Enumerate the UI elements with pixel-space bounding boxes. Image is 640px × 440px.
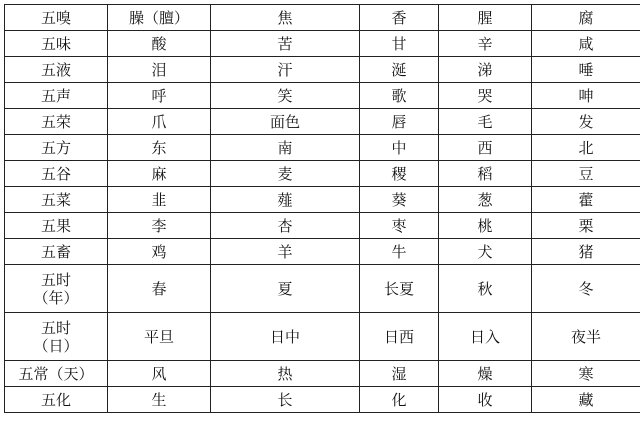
table-cell: 唾 (532, 57, 640, 83)
table-cell: 栗 (532, 213, 640, 239)
table-cell: 毛 (439, 109, 532, 135)
table-cell: 藏 (532, 387, 640, 413)
table-cell: 犬 (439, 239, 532, 265)
table-cell: 薤 (211, 187, 360, 213)
table-cell: 韭 (108, 187, 211, 213)
table-cell: 麻 (108, 161, 211, 187)
table-row (5, 135, 640, 161)
table-cell: 香 (360, 5, 439, 31)
table-cell: 猪 (532, 239, 640, 265)
table-cell: 辛 (439, 31, 532, 57)
table-row (5, 57, 640, 83)
table-cell: 汗 (211, 57, 360, 83)
table-cell: 长 (211, 387, 360, 413)
table-cell: 冬 (532, 265, 640, 313)
table-row (5, 187, 640, 213)
row-label: 五谷 (5, 161, 108, 187)
table-cell: 夏 (211, 265, 360, 313)
table-cell: 发 (532, 109, 640, 135)
table-cell: 收 (439, 387, 532, 413)
row-label: 五化 (5, 387, 108, 413)
table-row (5, 265, 640, 313)
row-label: 五常（天） (5, 361, 108, 387)
table-cell: 呻 (532, 83, 640, 109)
table-cell: 日中 (211, 313, 360, 361)
table-cell: 酸 (108, 31, 211, 57)
table-row (5, 109, 640, 135)
table-cell: 臊（膻） (108, 5, 211, 31)
table-cell: 平旦 (108, 313, 211, 361)
table-cell: 枣 (360, 213, 439, 239)
row-label: 五方 (5, 135, 108, 161)
table-cell: 泪 (108, 57, 211, 83)
table-cell: 寒 (532, 361, 640, 387)
row-label-line: 五时 (40, 318, 71, 337)
table-cell: 腥 (439, 5, 532, 31)
table-row (5, 83, 640, 109)
row-label: 五畜 (5, 239, 108, 265)
table-cell: 葱 (439, 187, 532, 213)
row-label-line: （日） (33, 336, 79, 355)
table-cell: 化 (360, 387, 439, 413)
table-cell: 日入 (439, 313, 532, 361)
table-cell: 热 (211, 361, 360, 387)
table-row (5, 239, 640, 265)
row-label: 五荣 (5, 109, 108, 135)
row-label: 五果 (5, 213, 108, 239)
table-row (5, 387, 640, 413)
table-cell: 笑 (211, 83, 360, 109)
table-row (5, 5, 640, 31)
table-cell: 哭 (439, 83, 532, 109)
table-cell: 涕 (439, 57, 532, 83)
table-cell: 牛 (360, 239, 439, 265)
table-cell: 湿 (360, 361, 439, 387)
row-label (5, 265, 108, 313)
table-cell: 李 (108, 213, 211, 239)
table-cell: 焦 (211, 5, 360, 31)
table-cell: 藿 (532, 187, 640, 213)
table-cell: 燥 (439, 361, 532, 387)
table-cell: 爪 (108, 109, 211, 135)
table-cell: 西 (439, 135, 532, 161)
table-cell: 春 (108, 265, 211, 313)
row-label: 五嗅 (5, 5, 108, 31)
table-cell: 桃 (439, 213, 532, 239)
table-row (5, 161, 640, 187)
table-cell: 鸡 (108, 239, 211, 265)
table-row (5, 31, 640, 57)
table-cell: 甘 (360, 31, 439, 57)
table-cell: 唇 (360, 109, 439, 135)
row-label-line: （年） (33, 288, 79, 307)
table-cell: 腐 (532, 5, 640, 31)
table-cell: 呼 (108, 83, 211, 109)
table-cell: 日西 (360, 313, 439, 361)
table-cell: 夜半 (532, 313, 640, 361)
table-cell: 长夏 (360, 265, 439, 313)
table-cell: 南 (211, 135, 360, 161)
row-label: 五声 (5, 83, 108, 109)
table-cell: 稷 (360, 161, 439, 187)
row-label: 五味 (5, 31, 108, 57)
table-cell: 生 (108, 387, 211, 413)
row-label: 五液 (5, 57, 108, 83)
table-cell: 北 (532, 135, 640, 161)
table-cell: 羊 (211, 239, 360, 265)
table-cell: 麦 (211, 161, 360, 187)
table-cell: 杏 (211, 213, 360, 239)
row-label: 五菜 (5, 187, 108, 213)
table-cell: 风 (108, 361, 211, 387)
table-row (5, 313, 640, 361)
five-phases-table (4, 4, 640, 413)
table-cell: 苦 (211, 31, 360, 57)
table-cell: 面色 (211, 109, 360, 135)
table-row (5, 213, 640, 239)
table-cell: 葵 (360, 187, 439, 213)
table-cell: 稻 (439, 161, 532, 187)
row-label-line: 五时 (40, 270, 71, 289)
table-cell: 秋 (439, 265, 532, 313)
row-label (5, 313, 108, 361)
table-cell: 东 (108, 135, 211, 161)
table-cell: 咸 (532, 31, 640, 57)
table-cell: 豆 (532, 161, 640, 187)
table-cell: 涎 (360, 57, 439, 83)
table-cell: 歌 (360, 83, 439, 109)
table-cell: 中 (360, 135, 439, 161)
table-row (5, 361, 640, 387)
